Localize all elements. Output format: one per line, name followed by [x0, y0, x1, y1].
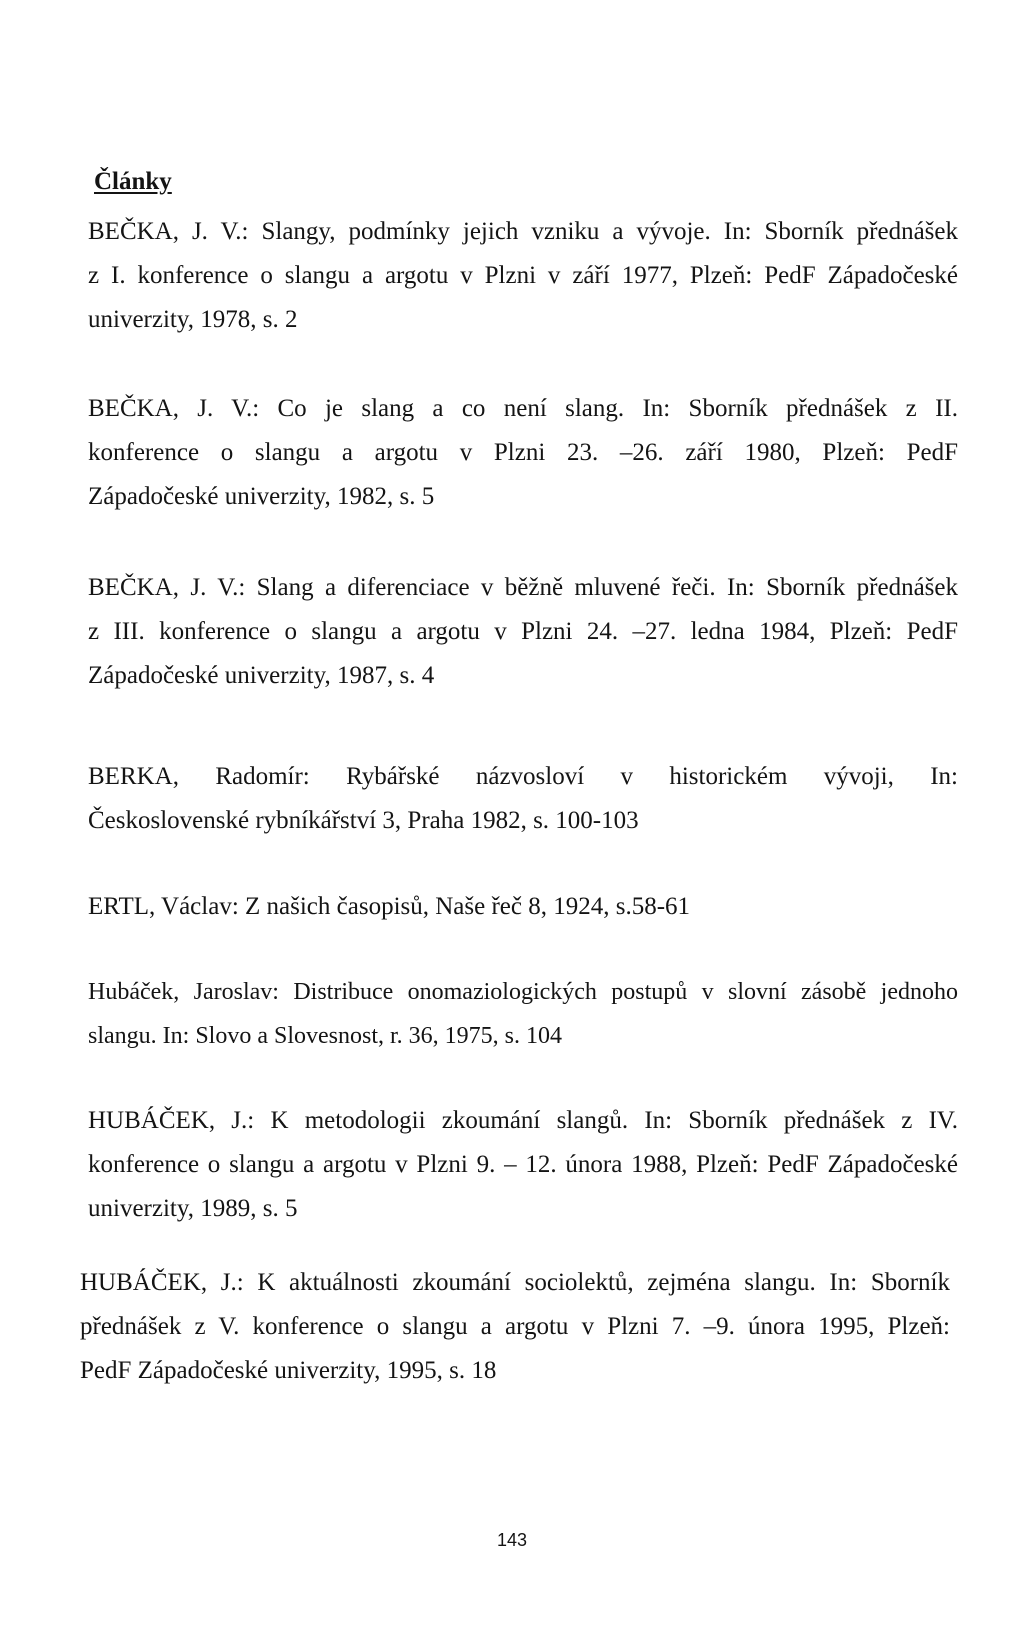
reference-line: přednášek z V. konference o slangu a argotu v Plzni 7. –9. února 1995, Plzeň: [80, 1313, 950, 1340]
reference-line: Západočeské univerzity, 1987, s. 4 [88, 662, 435, 689]
reference-line: HUBÁČEK, J.: K aktuálnosti zkoumání sociolektů, zejména slangu. In: Sborník [80, 1269, 950, 1296]
reference-line: univerzity, 1978, s. 2 [88, 306, 298, 333]
reference-entry [88, 885, 958, 929]
reference-line: PedF Západočeské univerzity, 1995, s. 18 [80, 1357, 497, 1384]
section-heading: Články [94, 168, 172, 195]
reference-line: univerzity, 1989, s. 5 [88, 1195, 298, 1222]
reference-line: Hubáček, Jaroslav: Distribuce onomaziologických postupů v slovní zásobě jednoho [88, 979, 958, 1005]
reference-entry [88, 566, 958, 698]
reference-line: slangu. In: Slovo a Slovesnost, r. 36, 1975, s. 104 [88, 1023, 563, 1049]
reference-line: BERKA, Radomír: Rybářské názvosloví v historickém vývoji, In: [88, 763, 958, 790]
reference-line: konference o slangu a argotu v Plzni 23. –26. září 1980, Plzeň: PedF [88, 439, 958, 466]
reference-entry [80, 1261, 950, 1393]
page-number: 143 [496, 1530, 528, 1550]
reference-line: z I. konference o slangu a argotu v Plzni v září 1977, Plzeň: PedF Západočeské [88, 262, 958, 289]
reference-line: z III. konference o slangu a argotu v Plzni 24. –27. ledna 1984, Plzeň: PedF [88, 618, 958, 645]
reference-line: Československé rybníkářství 3, Praha 1982, s. 100-103 [88, 807, 639, 834]
reference-entry [88, 210, 958, 342]
reference-line: Západočeské univerzity, 1982, s. 5 [88, 483, 435, 510]
reference-line: HUBÁČEK, J.: K metodologii zkoumání slangů. In: Sborník přednášek z IV. [88, 1107, 958, 1134]
reference-entry [88, 970, 958, 1058]
reference-entry [88, 755, 958, 843]
reference-line: konference o slangu a argotu v Plzni 9. – 12. února 1988, Plzeň: PedF Západočeské [88, 1151, 958, 1178]
reference-entry [88, 387, 958, 519]
reference-line: BEČKA, J. V.: Slangy, podmínky jejich vzniku a vývoje. In: Sborník přednášek [88, 218, 958, 245]
reference-line: BEČKA, J. V.: Co je slang a co není slang. In: Sborník přednášek z II. [88, 395, 958, 422]
reference-line: ERTL, Václav: Z našich časopisů, Naše řeč 8, 1924, s.58-61 [88, 893, 691, 920]
reference-entry [88, 1099, 958, 1231]
reference-line: BEČKA, J. V.: Slang a diferenciace v běžně mluvené řeči. In: Sborník přednášek [88, 574, 958, 601]
